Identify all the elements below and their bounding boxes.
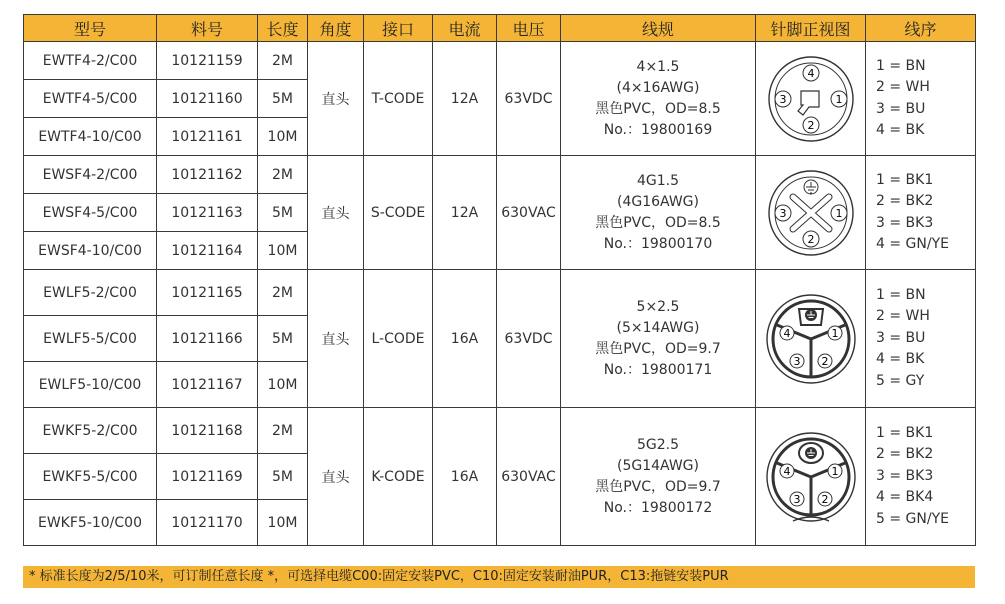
header-cable: 线规 xyxy=(561,15,756,42)
part-cell: 10121165 xyxy=(157,270,258,316)
model-cell: EWKF5-10/C00 xyxy=(24,500,157,546)
pin-label: 1 xyxy=(831,326,838,340)
part-cell: 10121159 xyxy=(157,42,258,80)
cable-line: (5G14AWG) xyxy=(617,457,699,474)
part-cell: 10121163 xyxy=(157,194,258,232)
header-wiring: 线序 xyxy=(866,15,976,42)
s-code-pin-diagram xyxy=(765,167,857,259)
header-row xyxy=(24,15,976,42)
wiring-line: 4 = BK xyxy=(876,122,925,138)
model-cell: EWSF4-2/C00 xyxy=(24,156,157,194)
pin-label: 4 xyxy=(783,464,790,478)
length-cell: 5M xyxy=(258,316,308,362)
pin-view-cell xyxy=(756,408,866,546)
pin-label: 3 xyxy=(779,92,786,106)
part-cell: 10121169 xyxy=(157,454,258,500)
header-current: 电流 xyxy=(433,15,497,42)
wiring-cell xyxy=(866,42,976,156)
pin-label: 4 xyxy=(807,66,814,80)
wiring-cell xyxy=(866,270,976,408)
cable-line: 5G2.5 xyxy=(636,436,680,453)
pin-view-cell xyxy=(756,156,866,270)
cable-line: No.：19800172 xyxy=(603,499,713,516)
cable-line: (4×16AWG) xyxy=(616,79,700,96)
model-cell: EWKF5-2/C00 xyxy=(24,408,157,454)
length-cell: 2M xyxy=(258,270,308,316)
length-cell: 5M xyxy=(258,454,308,500)
model-cell: EWKF5-5/C00 xyxy=(24,454,157,500)
pin-label: 3 xyxy=(779,206,786,220)
pin-label: 1 xyxy=(835,206,842,220)
part-cell: 10121168 xyxy=(157,408,258,454)
header-angle: 角度 xyxy=(308,15,364,42)
cable-line: 黑色PVC，OD=8.5 xyxy=(595,214,721,231)
part-cell: 10121161 xyxy=(157,118,258,156)
table-row xyxy=(24,408,976,454)
length-cell: 2M xyxy=(258,408,308,454)
wiring-line: 3 = BK3 xyxy=(876,467,934,484)
pin-label: 2 xyxy=(807,232,814,246)
model-cell: EWLF5-10/C00 xyxy=(24,362,157,408)
length-cell: 10M xyxy=(258,500,308,546)
header-part: 料号 xyxy=(157,15,258,42)
pin-label: 3 xyxy=(793,354,800,368)
cable-line: (4G16AWG) xyxy=(617,193,699,210)
interface-cell: T-CODE xyxy=(364,42,433,156)
part-cell: 10121170 xyxy=(157,500,258,546)
pin-label: 3 xyxy=(793,492,800,506)
wiring-line: 1 = BN xyxy=(876,286,926,303)
wiring-cell xyxy=(866,156,976,270)
interface-cell: K-CODE xyxy=(364,408,433,546)
angle-cell: 直头 xyxy=(308,408,364,546)
voltage-cell: 630VAC xyxy=(497,408,561,546)
angle-cell: 直头 xyxy=(308,270,364,408)
pin-view-cell xyxy=(756,42,866,156)
wiring-line: 4 = BK4 xyxy=(876,489,934,506)
length-cell: 2M xyxy=(258,42,308,80)
length-cell: 10M xyxy=(258,118,308,156)
part-cell: 10121167 xyxy=(157,362,258,408)
model-cell: EWLF5-2/C00 xyxy=(24,270,157,316)
cable-line: No.：19800170 xyxy=(603,235,713,252)
model-cell: EWTF4-2/C00 xyxy=(24,42,157,80)
wiring-line: 1 = BN xyxy=(876,57,926,74)
pin-label: 2 xyxy=(821,354,828,368)
cable-cell xyxy=(561,408,756,546)
pin-label: 2 xyxy=(821,492,828,506)
model-cell: EWLF5-5/C00 xyxy=(24,316,157,362)
voltage-cell: 63VDC xyxy=(497,270,561,408)
wiring-cell xyxy=(866,408,976,546)
part-cell: 10121160 xyxy=(157,80,258,118)
pin-label: 1 xyxy=(835,92,842,106)
t-code-pin-diagram xyxy=(765,53,857,145)
cable-cell xyxy=(561,156,756,270)
length-cell: 10M xyxy=(258,232,308,270)
cable-line: 4G1.5 xyxy=(636,172,680,189)
spec-table xyxy=(23,14,976,546)
wiring-line: 4 = BK xyxy=(876,351,925,368)
model-cell: EWSF4-10/C00 xyxy=(24,232,157,270)
current-cell: 12A xyxy=(433,42,497,156)
cable-line: (5×14AWG) xyxy=(616,319,700,336)
cable-cell xyxy=(561,42,756,156)
header-length: 长度 xyxy=(258,15,308,42)
footnote: * 标准长度为2/5/10米，可订制任意长度 *，可选择电缆C00:固定安装PVC，C10:固定安装耐油PUR，C13:拖链安装PUR xyxy=(23,566,975,588)
wiring-line: 3 = BU xyxy=(876,329,926,346)
wiring-line: 5 = GY xyxy=(876,372,925,389)
length-cell: 2M xyxy=(258,156,308,194)
header-interface: 接口 xyxy=(364,15,433,42)
wiring-line: 2 = WH xyxy=(876,79,930,95)
header-model: 型号 xyxy=(24,15,157,42)
pin-view-cell xyxy=(756,270,866,408)
angle-cell: 直头 xyxy=(308,156,364,270)
wiring-line: 3 = BU xyxy=(876,100,926,117)
model-cell: EWTF4-10/C00 xyxy=(24,118,157,156)
current-cell: 16A xyxy=(433,270,497,408)
table-row xyxy=(24,42,976,80)
wiring-line: 1 = BK1 xyxy=(876,171,934,188)
part-cell: 10121164 xyxy=(157,232,258,270)
length-cell: 10M xyxy=(258,362,308,408)
cable-line: No.：19800171 xyxy=(603,361,713,378)
voltage-cell: 630VAC xyxy=(497,156,561,270)
table-row xyxy=(24,156,976,194)
cable-line: No.：19800169 xyxy=(603,121,713,138)
cable-line: 4×1.5 xyxy=(636,58,680,75)
pin-label: 4 xyxy=(783,326,790,340)
angle-cell: 直头 xyxy=(308,42,364,156)
cable-cell xyxy=(561,270,756,408)
cable-line: 5×2.5 xyxy=(636,298,680,315)
part-cell: 10121162 xyxy=(157,156,258,194)
cable-line: 黑色PVC，OD=9.7 xyxy=(595,340,721,357)
interface-cell: S-CODE xyxy=(364,156,433,270)
header-pin-view: 针脚正视图 xyxy=(756,15,866,42)
model-cell: EWSF4-5/C00 xyxy=(24,194,157,232)
current-cell: 12A xyxy=(433,156,497,270)
cable-line: 黑色PVC，OD=8.5 xyxy=(595,100,721,117)
pin-label: 2 xyxy=(807,118,814,132)
cable-line: 黑色PVC，OD=9.7 xyxy=(595,478,721,495)
length-cell: 5M xyxy=(258,194,308,232)
wiring-line: 5 = GN/YE xyxy=(876,510,949,527)
wiring-line: 4 = GN/YE xyxy=(876,236,949,252)
wiring-line: 3 = BK3 xyxy=(876,214,934,231)
part-cell: 10121166 xyxy=(157,316,258,362)
wiring-line: 2 = WH xyxy=(876,308,930,325)
header-voltage: 电压 xyxy=(497,15,561,42)
wiring-line: 2 = BK2 xyxy=(876,446,934,463)
l-code-pin-diagram xyxy=(763,291,859,387)
model-cell: EWTF4-5/C00 xyxy=(24,80,157,118)
interface-cell: L-CODE xyxy=(364,270,433,408)
table-row xyxy=(24,270,976,316)
wiring-line: 1 = BK1 xyxy=(876,424,934,441)
length-cell: 5M xyxy=(258,80,308,118)
wiring-line: 2 = BK2 xyxy=(876,193,934,209)
pin-label: 1 xyxy=(831,464,838,478)
current-cell: 16A xyxy=(433,408,497,546)
k-code-pin-diagram xyxy=(763,429,859,525)
voltage-cell: 63VDC xyxy=(497,42,561,156)
